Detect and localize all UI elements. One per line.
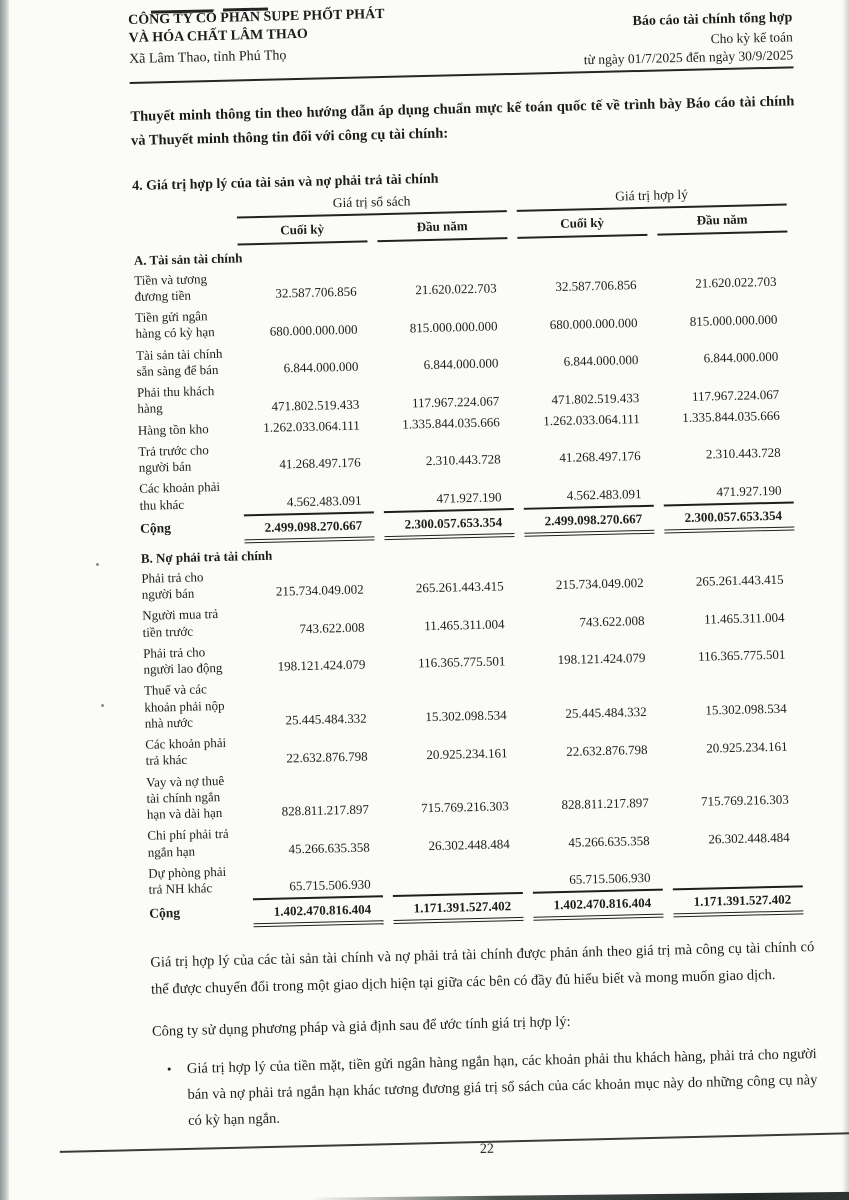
row-value: 1.335.844.035.666 [402,414,500,432]
row-value: 65.715.506.930 [289,876,371,894]
row-value: 815.000.000.000 [409,318,498,336]
page-number: 22 [479,1141,495,1158]
row-value: 65.715.506.930 [569,870,651,888]
section-title: A. Tài sản tài chính [133,250,243,268]
row-value: 743.622.008 [299,619,365,637]
total-value: 1.402.470.816.404 [533,889,664,921]
total-value: 2.499.098.270.667 [524,505,655,537]
total-label: Cộng [139,520,172,536]
row-value: 680.000.000.000 [549,314,638,332]
row-value: 15.302.098.534 [425,707,507,725]
row-label: Vay và nợ thuê tài chính ngắn hạn và dài hạn [145,772,225,822]
row-value: 32.587.706.856 [555,277,637,295]
row-value: 26.302.448.484 [708,829,790,847]
row-value: 116.365.775.501 [697,647,786,665]
row-value: 25.445.484.332 [285,710,367,728]
page-content [128,0,819,1166]
total-value: 1.171.391.527.402 [393,892,524,924]
list-item [166,1041,819,1134]
row-value: 680.000.000.000 [269,321,358,339]
row-label: Trả trước cho người bán [138,442,209,476]
row-value: 6.844.000.000 [283,358,359,376]
row-label: Tiền và tương đương tiền [134,270,208,304]
scan-edge-left [0,0,9,1200]
row-label: Phải trả cho người lao động [142,644,223,678]
row-value: 743.622.008 [579,612,645,630]
row-value: 11.465.311.004 [424,616,505,634]
row-label: Người mua trả tiền trước [142,606,219,640]
row-value: 1.262.033.064.111 [543,411,640,429]
row-value: 265.261.443.415 [695,572,784,590]
row-value: 215.734.049.002 [275,582,364,600]
row-value: 25.445.484.332 [565,704,647,722]
row-value [392,855,523,896]
row-value: 471.802.519.433 [551,389,640,407]
column-header-end-of-period-book: Cuối kỳ [237,215,368,245]
row-value: 22.632.876.798 [566,741,648,759]
row-label: Các khoản phải trả khác [145,735,227,769]
row-value: 6.844.000.000 [563,352,639,370]
company-name-line2: VÀ HÓA CHẤT LÂM THAO [128,27,308,47]
row-value: 117.967.224.067 [411,393,500,411]
row-label: Chi phí phải trả ngắn hạn [147,826,229,860]
total-value: 1.171.391.527.402 [673,886,804,918]
row-value: 41.268.497.176 [279,455,361,473]
row-value: 198.121.424.079 [557,650,646,668]
scan-speck [96,563,99,566]
report-period-range: từ ngày 01/7/2025 đến ngày 30/9/2025 [583,47,794,68]
row-label: Tiền gửi ngân hàng có kỳ hạn [135,308,215,342]
row-label: Các khoản phải thu khác [139,479,221,513]
scan-edge-bottom-shadow [309,1191,849,1200]
row-value: 215.734.049.002 [555,575,644,593]
group-header-fair-value: Giá trị hợp lý [516,181,787,211]
row-label: Phải thu khách hàng [136,383,215,417]
fair-value-note-paragraph: Giá trị hợp lý của các tài sản tài chính và nợ phải trả tài chính được phản ánh theo giá trị mà công cụ tài chính có thể được chuyển đổi trong một giao dịch hiện tại giữa các bên có đầy đủ hiểu biết và mong muốn giao dịch. [150,939,815,998]
row-value: 471.802.519.433 [271,396,360,414]
total-value: 2.499.098.270.667 [244,511,375,543]
row-value: 715.769.216.303 [420,798,510,816]
row-value: 116.365.775.501 [417,653,506,671]
row-value: 21.620.022.703 [415,280,497,298]
methods-intro-paragraph: Công ty sử dụng phương pháp và giả định sau để ước tính giá trị hợp lý: [151,1013,571,1040]
row-value: 6.844.000.000 [423,355,499,373]
row-label: Tài sản tài chính sẵn sàng để bán [135,345,223,379]
row-value: 1.335.844.035.666 [682,407,780,426]
scan-edge-right [842,0,849,1200]
row-value: 22.632.876.798 [286,748,368,766]
scan-speck [101,704,104,707]
row-label: Thuế và các khoản phải nộp nhà nước [143,681,225,731]
row-value: 2.310.443.728 [425,451,501,469]
row-value: 2.310.443.728 [705,445,781,462]
row-value: 471.927.190 [716,482,782,500]
row-value: 20.925.234.161 [706,738,788,756]
report-period-label: Cho kỳ kế toán [710,29,793,47]
total-value: 2.300.057.653.354 [384,508,515,540]
row-value: 4.562.483.091 [566,485,642,503]
report-block [582,0,793,70]
row-value: 41.268.497.176 [559,448,641,466]
row-value: 20.925.234.161 [426,744,508,762]
row-value: 265.261.443.415 [415,578,504,596]
fair-value-table [122,181,813,930]
company-address: Xã Lâm Thao, tỉnh Phú Thọ [128,48,287,67]
row-value: 45.266.635.358 [288,839,370,857]
company-block [128,6,386,69]
company-name-line1: CÔNG TY CỔ PHẦN SUPE PHỐT PHÁT [128,6,385,28]
row-value: 11.465.311.004 [704,609,785,627]
row-label: Phải trả cho người bán [141,569,204,603]
row-value: 828.811.217.897 [561,795,649,813]
row-label: Dự phòng phải trả NH khác [148,863,227,897]
row-value: 1.262.033.064.111 [263,417,360,435]
total-value: 2.300.057.653.354 [664,501,795,533]
row-value: 15.302.098.534 [705,700,787,718]
empty-header-cell [132,194,227,220]
row-value: 117.967.224.067 [691,386,780,404]
row-value: 715.769.216.303 [700,792,789,810]
row-label: Hàng tồn kho [137,420,209,438]
row-value: 45.266.635.358 [568,832,650,850]
section-4-title: 4. Giá trị hợp lý của tài sản và nợ phải trả tài chính [131,171,439,194]
report-title: Báo cáo tài chính tổng hợp [632,10,793,30]
total-label: Cộng [149,904,181,921]
row-value: 6.844.000.000 [703,348,779,366]
intro-paragraph: Thuyết minh thông tin theo hướng dẫn áp dụng chuẩn mực kế toán quốc tế về trình bày Báo cáo tài chính và Thuyết minh thông tin đối với công cụ tài chính: [130,93,795,149]
section-title: B. Nợ phải trả tài chính [140,547,273,566]
bullet-icon: • [166,1061,172,1077]
group-header-book-value: Giá trị sổ sách [236,188,507,218]
total-value: 1.402.470.816.404 [253,896,384,928]
assumption-list [153,1041,819,1135]
column-header-beginning-of-year-book: Đầu năm [377,212,508,242]
column-header-end-of-period-fair: Cuối kỳ [517,209,648,239]
row-value: 815.000.000.000 [689,311,778,329]
row-value [672,848,803,889]
row-value: 828.811.217.897 [281,802,370,820]
row-value: 471.927.190 [436,489,502,506]
assumption-text: Giá trị hợp lý của tiền mặt, tiền gửi ngân hàng ngắn hạn, các khoản phải thu khách hàng, phải trả cho người bán và nợ phải trả ngắn hạn khác tương đương giá trị sổ sách của các khoản mục này do những công cụ này có kỳ hạn ngắn. [186,1045,818,1129]
empty-header-cell [133,218,228,247]
column-header-beginning-of-year-fair: Đầu năm [657,205,788,235]
row-value: 4.562.483.091 [286,492,362,510]
row-value: 198.121.424.079 [277,657,366,675]
row-value: 32.587.706.856 [275,283,357,301]
row-value: 26.302.448.484 [428,836,510,854]
row-value: 21.620.022.703 [695,274,777,291]
